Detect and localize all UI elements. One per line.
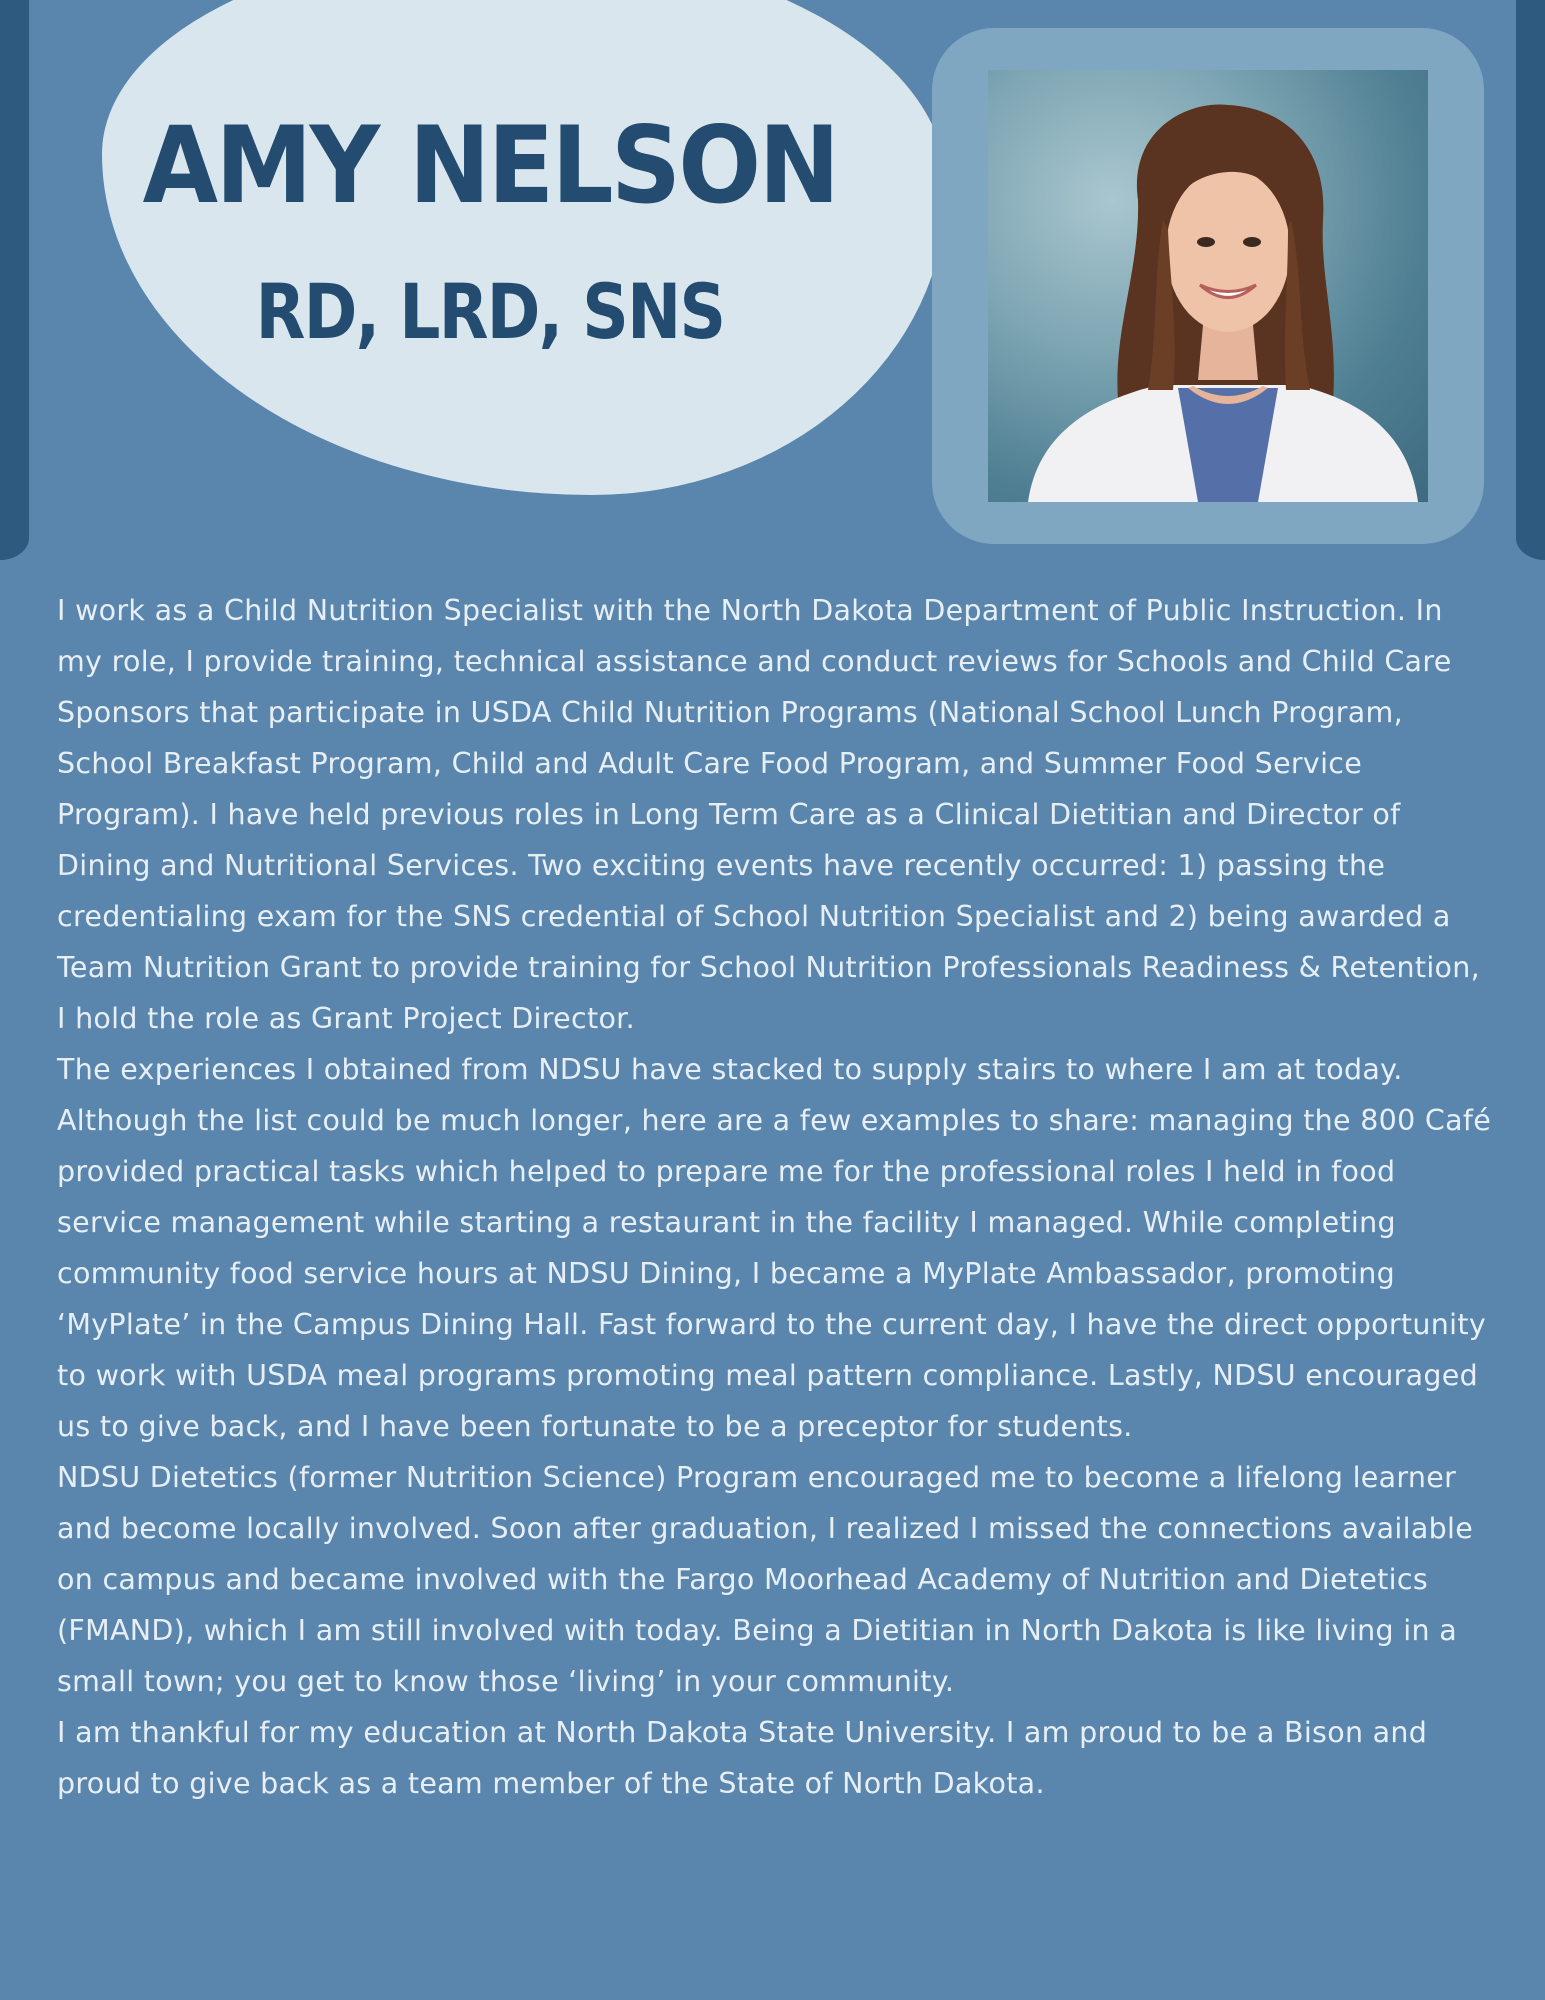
bio-paragraph: The experiences I obtained from NDSU have stacked to supply stairs to where I am at today. Although the list could be much longer, here are a few examples to share: managing the 800 Café provided practical tasks which helped to prepare me for the professional roles I held in food service management while starting a restaurant in the facility I managed. While completing community food service hours at NDSU Dining, I became a MyPlate Ambassador, promoting ‘MyPlate’ in the Campus Dining Hall. Fast forward to the current day, I have the direct opportunity to work with USDA meal programs promoting meal pattern compliance. Lastly, NDSU encouraged us to give back, and I have been fortunate to be a preceptor for students. bbox=[57, 1053, 1492, 1443]
bio-paragraph: NDSU Dietetics (former Nutrition Science) Program encouraged me to become a lifelong learner and become locally involved. Soon after graduation, I realized I missed the connections available on campus and became involved with the Fargo Moorhead Academy of Nutrition and Dietetics (FMAND), which I am still involved with today. Being a Dietitian in North Dakota is like living in a small town; you get to know those ‘living’ in your community. bbox=[57, 1461, 1474, 1698]
person-credentials: RD, LRD, SNS bbox=[255, 267, 725, 356]
bio-paragraph: I am thankful for my education at North Dakota State University. I am proud to be a Bison and proud to give back as a team member of the State of North Dakota. bbox=[57, 1716, 1428, 1800]
name-blob-background bbox=[102, 0, 947, 495]
right-edge-band bbox=[1516, 0, 1545, 560]
portrait-illustration bbox=[988, 70, 1428, 502]
photo-frame bbox=[932, 28, 1484, 544]
biography bbox=[57, 585, 1497, 1809]
left-edge-band bbox=[0, 0, 29, 560]
bio-paragraph: I work as a Child Nutrition Specialist with the North Dakota Department of Public Instruction. In my role, I provide training, technical assistance and conduct reviews for Schools and Child Care Sponsors that participate in USDA Child Nutrition Programs (National School Lunch Program, School Breakfast Program, Child and Adult Care Food Program, and Summer Food Service Program). I have held previous roles in Long Term Care as a Clinical Dietitian and Director of Dining and Nutritional Services. Two exciting events have recently occurred: 1) passing the credentialing exam for the SNS credential of School Nutrition Specialist and 2) being awarded a Team Nutrition Grant to provide training for School Nutrition Professionals Readiness & Retention, I hold the role as Grant Project Director. bbox=[57, 594, 1481, 1035]
portrait-photo bbox=[988, 70, 1428, 502]
person-name: AMY NELSON bbox=[142, 104, 838, 227]
